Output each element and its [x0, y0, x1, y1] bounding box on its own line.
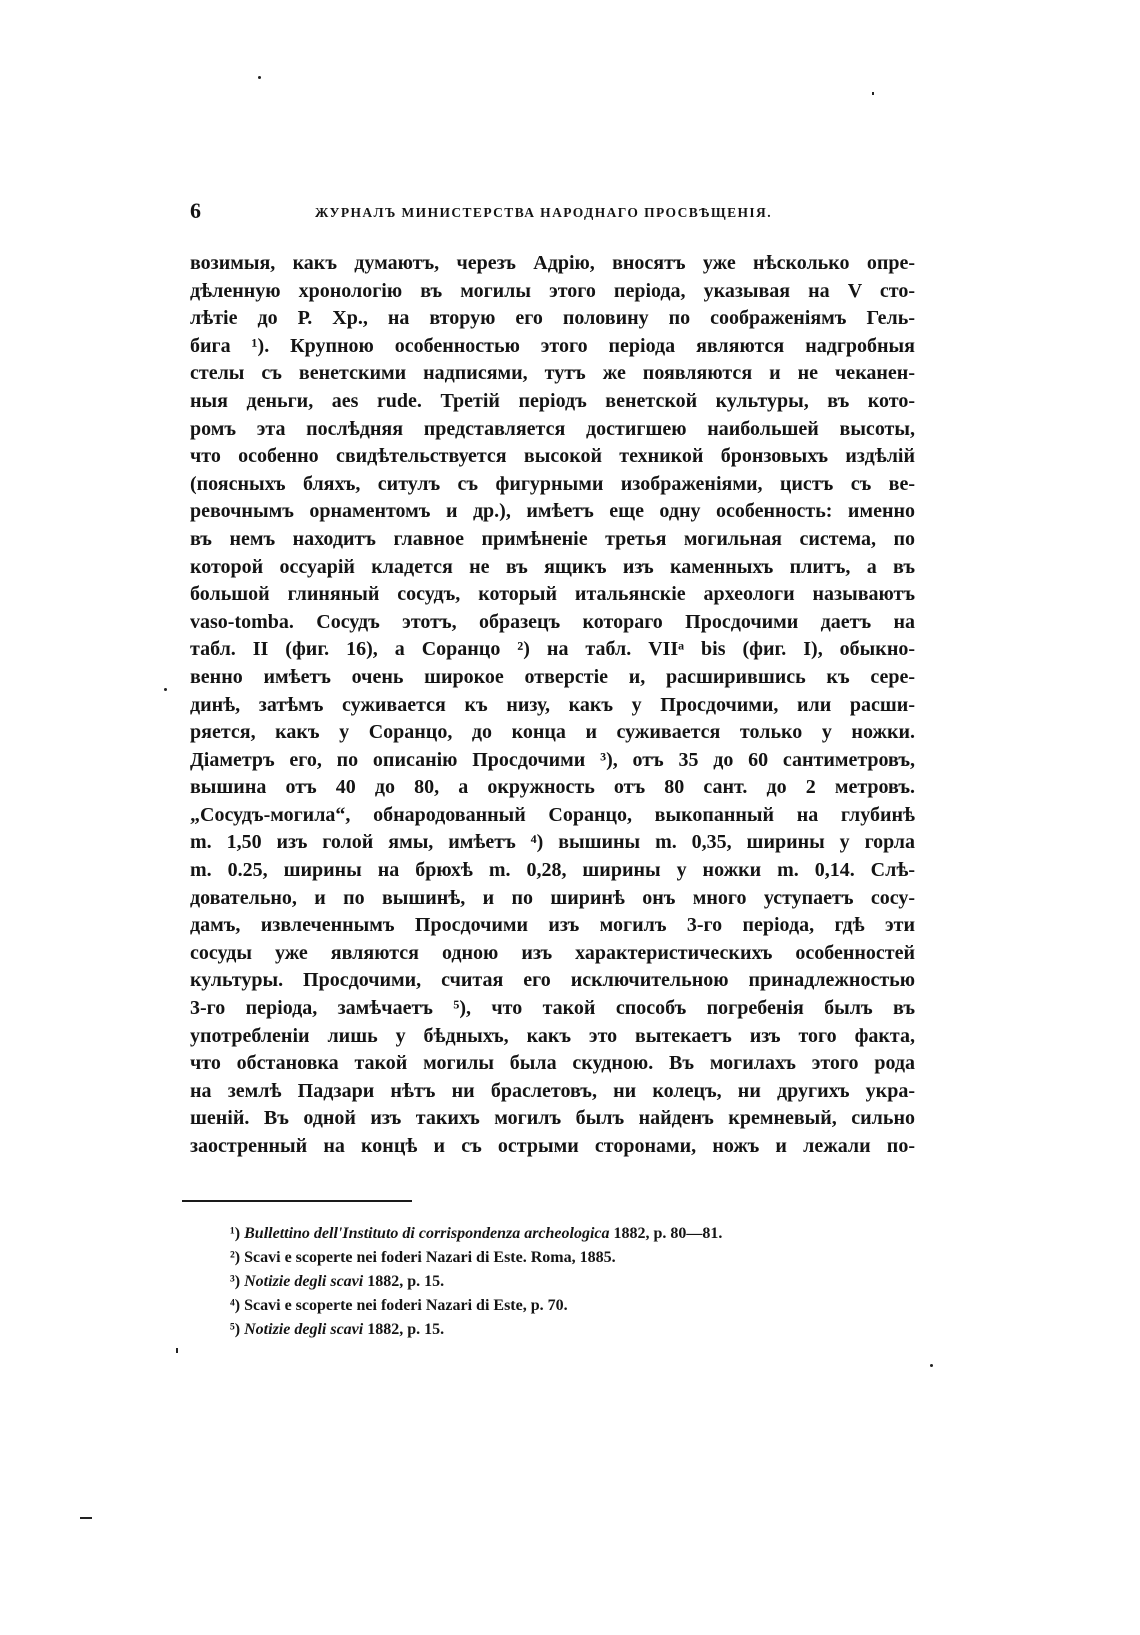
footnote-mark: ¹) — [230, 1225, 245, 1242]
footnote-source-title: Bullettino dell'Instituto di corrispondenza archeologica — [244, 1225, 610, 1242]
footnotes — [230, 1222, 930, 1342]
body-line: довательно, и по вышинѣ, и по ширинѣ онъ много уступаетъ сосу- — [190, 886, 915, 909]
body-line: возимыя, какъ думаютъ, черезъ Адрію, вносятъ уже нѣсколько опре- — [190, 252, 915, 274]
body-line: бига ¹). Крупною особенностью этого періода являются надгробныя — [190, 334, 915, 357]
body-line: употребленіи лишь у бѣдныхъ, какъ это вытекаетъ изъ того факта, — [190, 1024, 915, 1047]
body-line: что обстановка такой могилы была скудною. Въ могилахъ этого рода — [190, 1052, 915, 1075]
body-line: въ немъ находитъ главное примѣненіе третья могильная система, по — [190, 527, 915, 550]
footnote-mark: ²) — [230, 1249, 245, 1266]
footnote-source-title: Notizie degli scavi — [244, 1321, 364, 1338]
body-line: венно имѣетъ очень широкое отверстіе и, расширившись къ сере- — [190, 665, 915, 688]
body-line: ныя деньги, aes rude. Третій періодъ венетской культуры, въ кото- — [190, 389, 915, 412]
page-number: 6 — [190, 198, 201, 223]
body-line: (поясныхъ бляхъ, ситулъ съ фигурными изображеніями, цистъ съ ве- — [190, 472, 915, 495]
scan-speck — [930, 1364, 933, 1367]
body-line: Діаметръ его, по описанію Просдочими ³), отъ 35 до 60 сантиметровъ, — [190, 748, 915, 771]
body-line: что особенно свидѣтельствуется высокой техникой бронзовыхъ издѣлій — [190, 445, 915, 468]
footnote-source-title: Notizie degli scavi — [244, 1273, 364, 1290]
body-line: вышина отъ 40 до 80, а окружность отъ 80 сант. до 2 метровъ. — [190, 776, 915, 799]
footnote-mark: ³) — [230, 1273, 245, 1290]
scan-speck — [164, 688, 167, 691]
body-line: динѣ, затѣмъ суживается къ низу, какъ у Просдочими, или расши- — [190, 693, 915, 716]
footnote — [230, 1318, 930, 1342]
body-line: ромъ эта послѣдняя представляется достигшею наибольшей высоты, — [190, 417, 915, 440]
body-line: табл. II (фиг. 16), а Соранцо ²) на табл. VIIᵃ bis (фиг. I), обыкно- — [190, 638, 915, 661]
body-line: лѣтіе до Р. Хр., на вторую его половину по соображеніямъ Гель- — [190, 307, 915, 330]
body-line: ряется, какъ у Соранцо, до конца и суживается только у ножки. — [190, 721, 915, 744]
body-line: на землѣ Падзари нѣтъ ни браслетовъ, ни колецъ, ни другихъ укра- — [190, 1079, 915, 1102]
body-line: „Сосудъ-могила“, обнародованный Соранцо, выкопанный на глубинѣ — [190, 803, 915, 826]
body-line: 3-го періода, замѣчаетъ ⁵), что такой способъ погребенія былъ въ — [190, 997, 915, 1020]
footnote — [230, 1222, 930, 1246]
footnote-text: 1882, p. 15. — [363, 1273, 445, 1290]
footnote-divider — [182, 1200, 412, 1202]
running-title: ЖУРНАЛЪ МИНИСТЕРСТВА НАРОДНАГО ПРОСВѢЩЕНІЯ. — [315, 205, 772, 220]
footnote — [230, 1246, 930, 1270]
footnote-mark: ⁵) — [230, 1321, 245, 1338]
body-line: которой оссуарій кладется не въ ящикъ изъ каменныхъ плитъ, а въ — [190, 555, 915, 578]
footnote-mark: ⁴) — [230, 1297, 245, 1314]
footnote — [230, 1294, 930, 1318]
body-line: шеній. Въ одной изъ такихъ могилъ былъ найденъ кремневый, сильно — [190, 1107, 915, 1130]
body-line: дѣленную хронологію въ могилы этого періода, указывая на V сто- — [190, 279, 915, 302]
body-line: ревочнымъ орнаментомъ и др.), имѣетъ еще одну особенность: именно — [190, 500, 915, 523]
body-line: дамъ, извлеченнымъ Просдочими изъ могилъ 3-го періода, гдѣ эти — [190, 914, 915, 937]
page-header — [190, 196, 910, 226]
scan-speck — [872, 92, 874, 95]
body-line: m. 1,50 изъ голой ямы, имѣетъ ⁴) вышины m. 0,35, ширины у горла — [190, 831, 915, 854]
footnote-text: 1882, p. 15. — [363, 1321, 445, 1338]
footnote-text: Scavi e scoperte nei foderi Nazari di Este, p. 70. — [244, 1297, 568, 1314]
body-line: большой глиняный сосудъ, который итальянскіе археологи называютъ — [190, 583, 915, 606]
footnote-text: 1882, p. 80—81. — [609, 1225, 723, 1242]
body-line: стелы съ венетскими надписями, тутъ же появляются и не чеканен- — [190, 362, 915, 385]
scan-speck — [176, 1348, 178, 1353]
body-text — [190, 250, 915, 1161]
footnote-text: Scavi e scoperte nei foderi Nazari di Este. Roma, 1885. — [244, 1249, 616, 1266]
scan-speck — [80, 1517, 92, 1519]
body-line: культуры. Просдочими, считая его исключительною принадлежностью — [190, 969, 915, 992]
scan-speck — [258, 76, 261, 79]
body-line: m. 0.25, ширины на брюхѣ m. 0,28, ширины у ножки m. 0,14. Слѣ- — [190, 859, 915, 882]
body-line: vaso-tomba. Сосудъ этотъ, образецъ котораго Просдочими даетъ на — [190, 610, 915, 633]
footnote — [230, 1270, 930, 1294]
body-line: заостренный на концѣ и съ острыми сторонами, ножъ и лежали по- — [190, 1135, 915, 1157]
body-line: сосуды уже являются одною изъ характеристическихъ особенностей — [190, 941, 915, 964]
